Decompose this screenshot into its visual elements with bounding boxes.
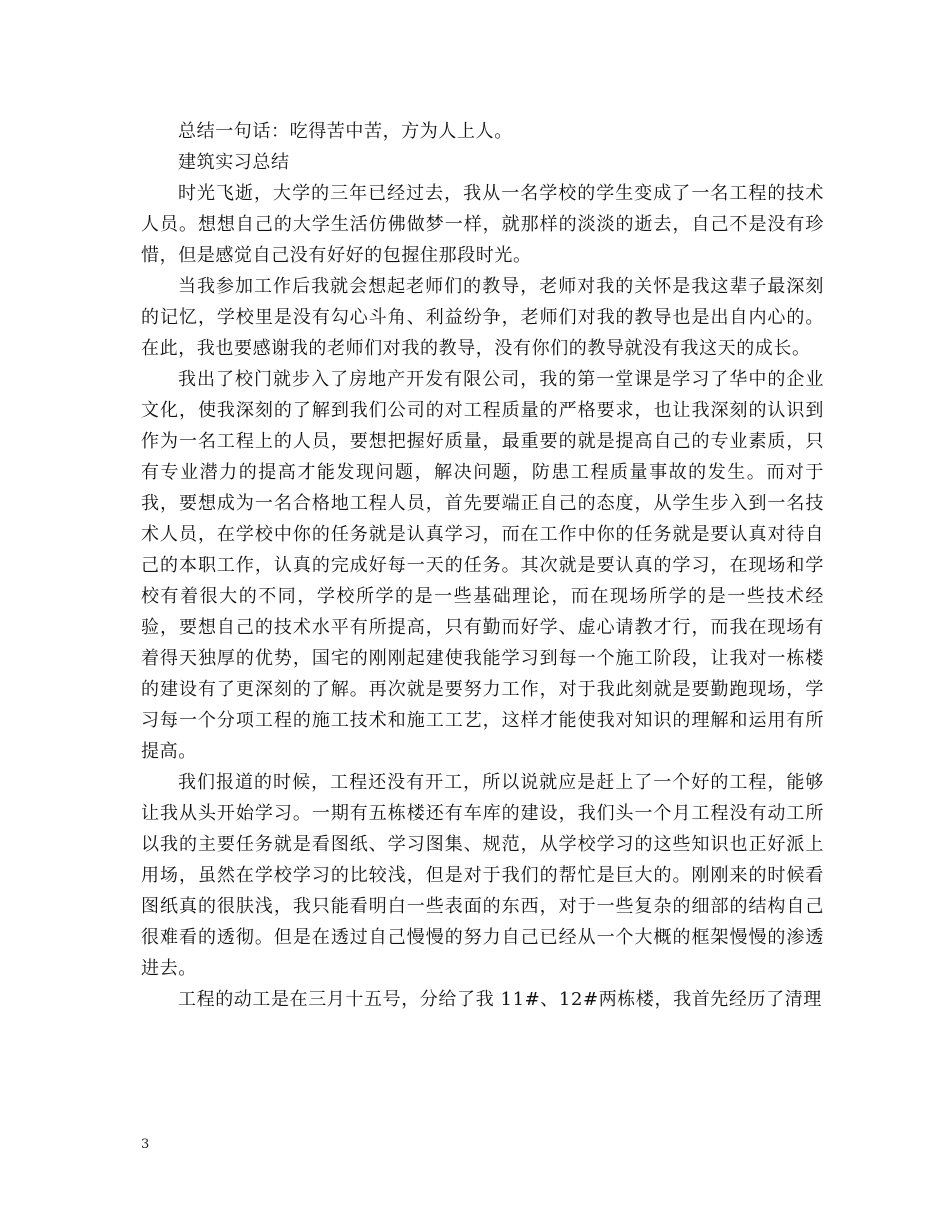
- section-title: 建筑实习总结: [178, 152, 290, 173]
- paragraph-4: 我们报道的时候，工程还没有开工，所以说就应是赶上了一个好的工程，能够让我从头开始学习。一期有五栋楼还有车库的建设，我们头一个月工程没有动工所以我的主要任务就是看图纸、学习图集、规范，从学校学习的这些知识也正好派上用场，虽然在学校学习的比较浅，但是对于我们的帮忙是巨大的。刚刚来的时候看图纸真的很肤浅，我只能看明白一些表面的东西，对于一些复杂的细部的结构自己很难看的透彻。但是在透过自己慢慢的努力自己已经从一个大概的框架慢慢的渗透进去。: [141, 772, 824, 979]
- paragraph-5: 工程的动工是在三月十五号，分给了我 11#、12#两栋楼，我首先经历了清理: [178, 989, 822, 1010]
- paragraph-3: 我出了校门就步入了房地产开发有限公司，我的第一堂课是学习了华中的企业文化，使我深刻的了解到我们公司的对工程质量的严格要求，也让我深刻的认识到作为一名工程上的人员，要想把握好质量，最重要的就是提高自己的专业素质，只有专业潜力的提高才能发现问题，解决问题，防患工程质量事故的发生。而对于我，要想成为一名合格地工程人员，首先要端正自己的态度，从学生步入到一名技术人员，在学校中你的任务就是认真学习，而在工作中你的任务就是要认真对待自己的本职工作，认真的完成好每一天的任务。其次就是要认真的学习，在现场和学校有着很大的不同，学校所学的是一些基础理论，而在现场所学的是一些技术经验，要想自己的技术水平有所提高，只有勤而好学、虚心请教才行，而我在现场有着得天独厚的优势，国宅的刚刚起建使我能学习到每一个施工阶段，让我对一栋楼的建设有了更深刻的了解。再次就是要努力工作，对于我此刻就是要勤跑现场，学习每一个分项工程的施工技术和施工工艺，这样才能使我对知识的理解和运用有所提高。: [141, 369, 824, 762]
- page-number: 3: [141, 1137, 150, 1152]
- paragraph-2: 当我参加工作后我就会想起老师们的教导，老师对我的关怀是我这辈子最深刻的记忆，学校里是没有勾心斗角、利益纷争，老师们对我的教导也是出自内心的。在此，我也要感谢我的老师们对我的教导，没有你们的教导就没有我这天的成长。: [141, 276, 824, 359]
- document-body: [141, 116, 824, 1015]
- paragraph-1: 时光飞逝，大学的三年已经过去，我从一名学校的学生变成了一名工程的技术人员。想想自己的大学生活仿佛做梦一样，就那样的淡淡的逝去，自己不是没有珍惜，但是感觉自己没有好好的包握住那段时光。: [141, 183, 824, 266]
- summary-line: 总结一句话：吃得苦中苦，方为人上人。: [178, 121, 513, 142]
